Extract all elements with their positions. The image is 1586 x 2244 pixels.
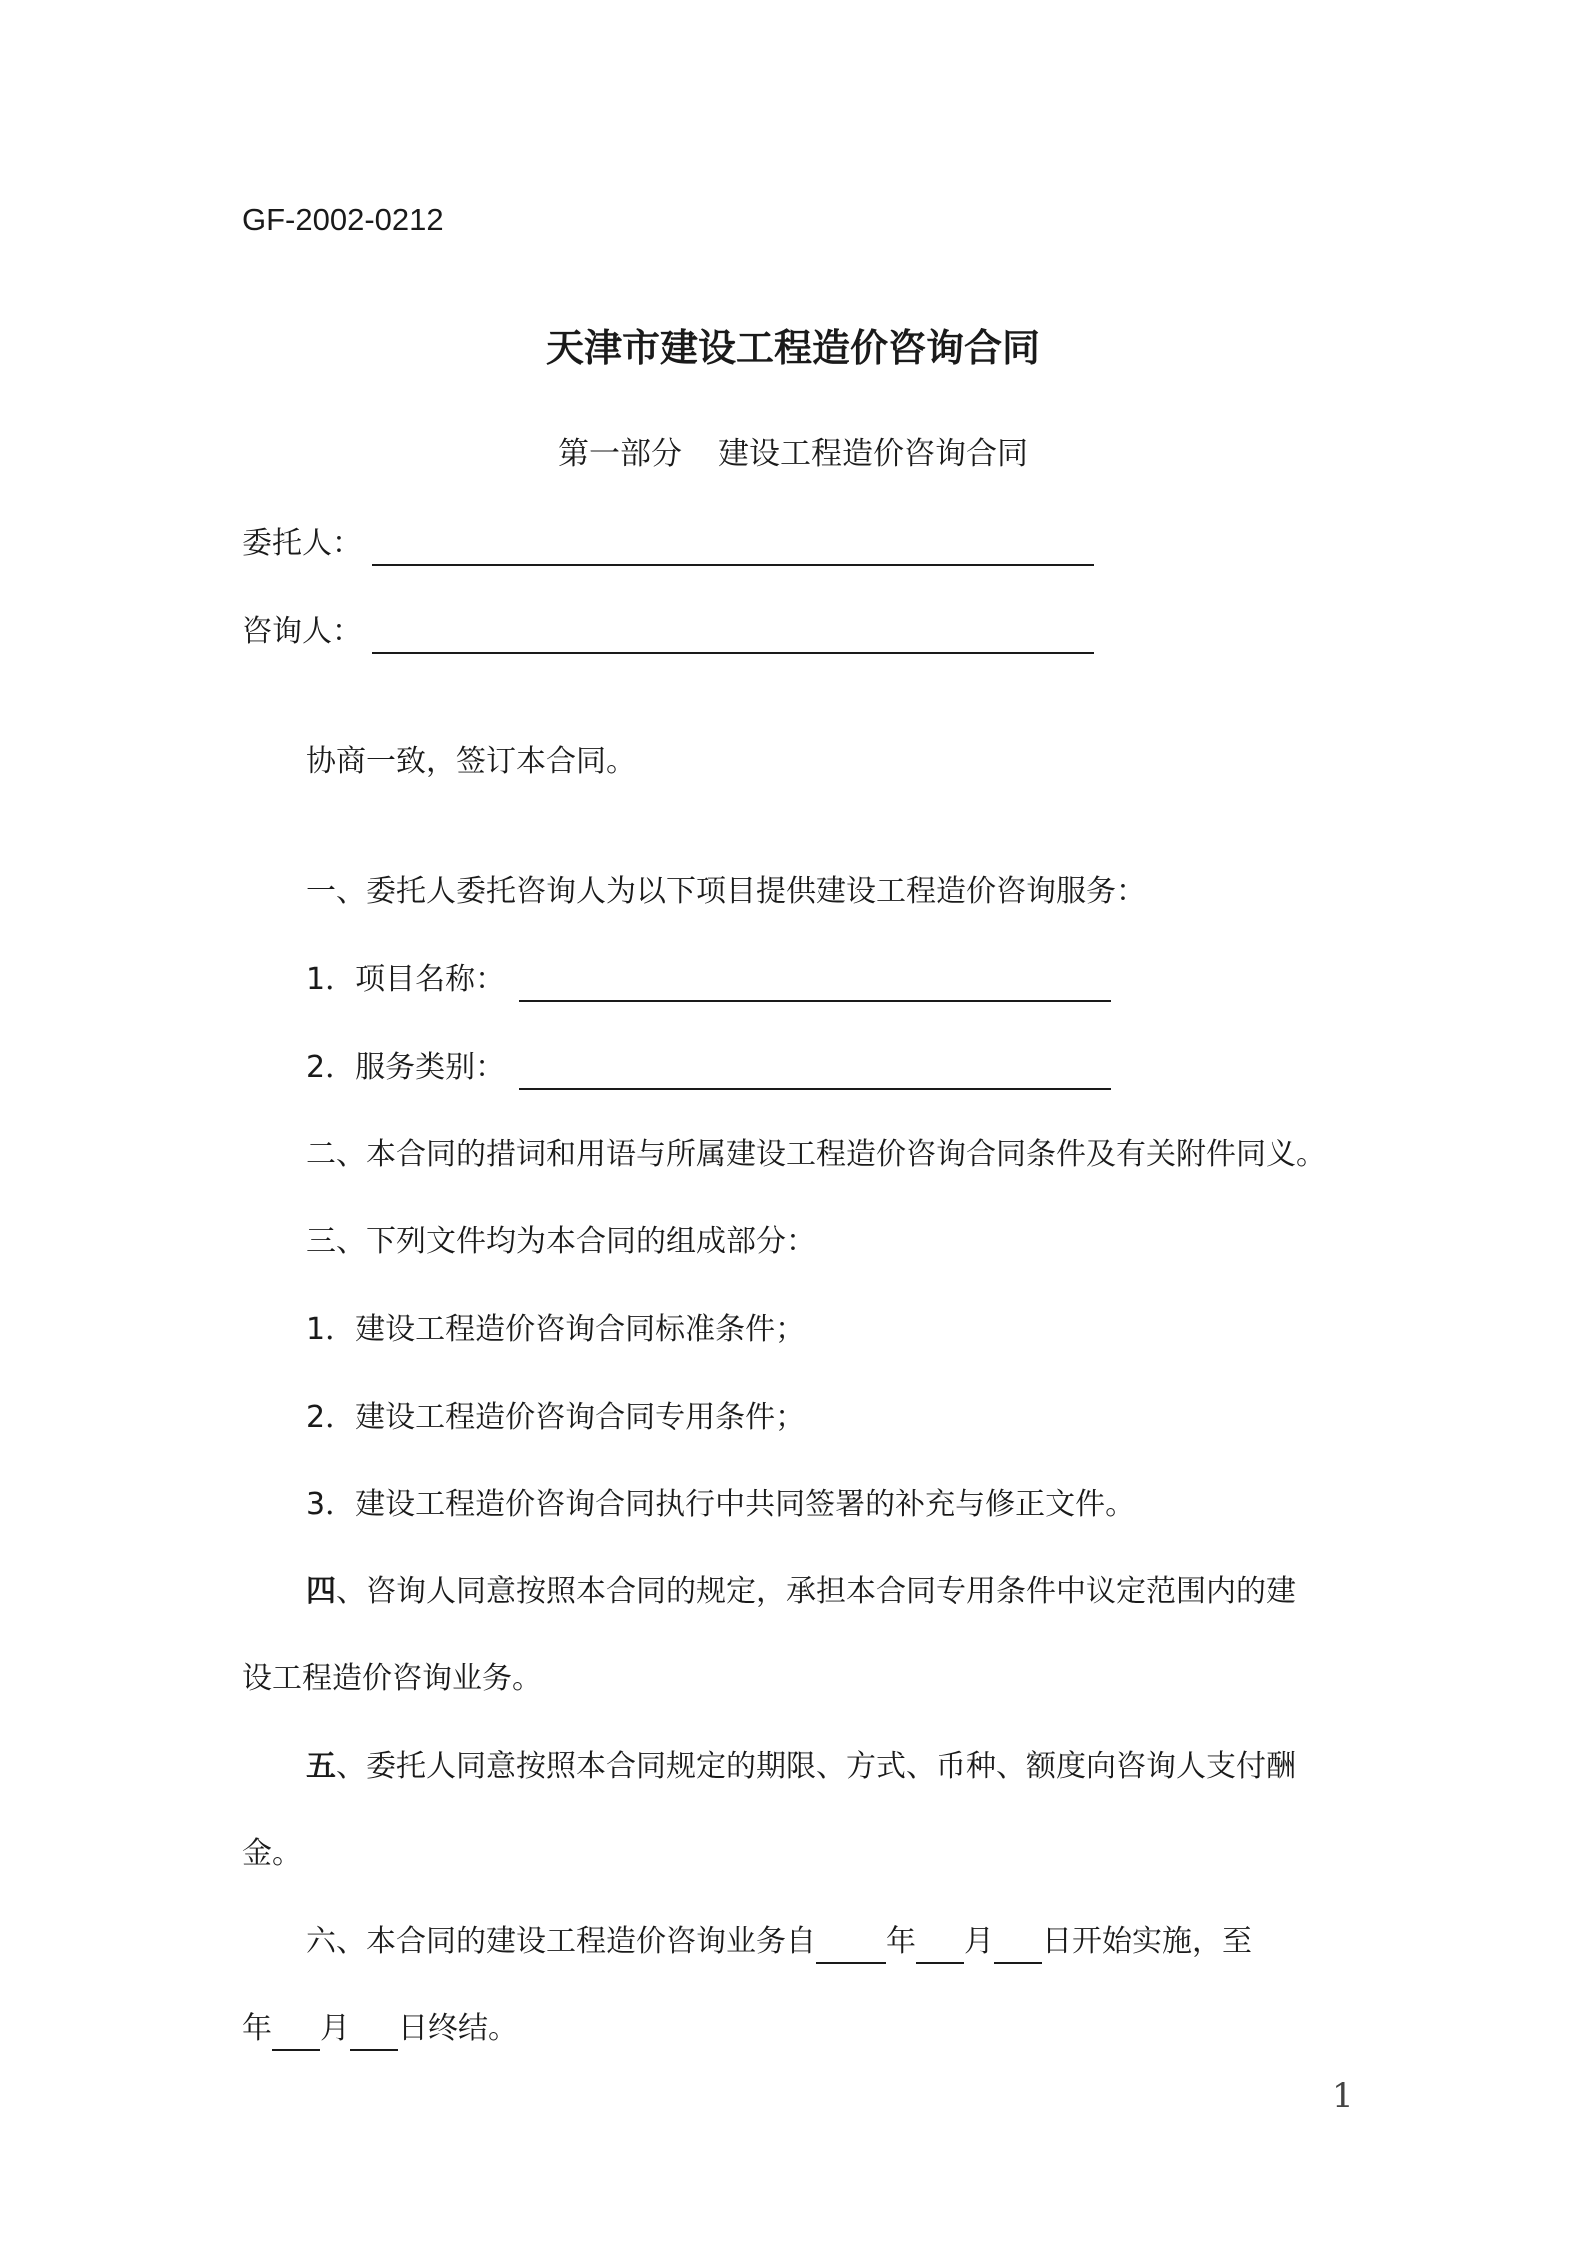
consultant-blank[interactable] xyxy=(372,616,1094,654)
client-label: 委托人： xyxy=(242,526,362,561)
clause5-line2: 金。 xyxy=(242,1836,302,1871)
clause6-prefix: 六、本合同的建设工程造价咨询业务自 xyxy=(306,1924,816,1959)
clause2-text: 二、本合同的措词和用语与所属建设工程造价咨询合同条件及有关附件同义。 xyxy=(306,1137,1326,1172)
page-title: 天津市建设工程造价咨询合同 xyxy=(545,326,1040,370)
project-name-label: 1．项目名称： xyxy=(306,962,506,997)
service-type-label: 2．服务类别： xyxy=(306,1050,506,1085)
intro-text: 协商一致，签订本合同。 xyxy=(306,744,636,779)
start-year-label: 年 xyxy=(886,1924,916,1959)
clause3-item: 3．建设工程造价咨询合同执行中共同签署的补充与修正文件。 xyxy=(306,1487,1136,1522)
client-line xyxy=(242,522,1094,566)
clause6-line2 xyxy=(242,2007,518,2051)
start-year-blank[interactable] xyxy=(816,1926,886,1964)
end-day-blank[interactable] xyxy=(350,2013,398,2051)
project-name-line xyxy=(306,958,1111,1002)
document-code: GF-2002-0212 xyxy=(242,202,444,237)
clause6-line1 xyxy=(306,1920,1252,1964)
clause3-heading: 三、下列文件均为本合同的组成部分： xyxy=(306,1224,816,1259)
clause5-text: 、委托人同意按照本合同规定的期限、方式、币种、额度向咨询人支付酬 xyxy=(336,1749,1296,1784)
clause3-item: 2．建设工程造价咨询合同专用条件； xyxy=(306,1400,806,1435)
clause3-item: 1．建设工程造价咨询合同标准条件； xyxy=(306,1312,806,1347)
service-type-line xyxy=(306,1046,1111,1090)
page-number: 1 xyxy=(1332,2076,1354,2116)
clause5-number: 五 xyxy=(306,1749,336,1784)
start-month-label: 月 xyxy=(964,1924,994,1959)
consultant-label: 咨询人： xyxy=(242,614,362,649)
project-name-blank[interactable] xyxy=(519,964,1111,1002)
client-blank[interactable] xyxy=(372,528,1094,566)
start-day-label: 日开始实施，至 xyxy=(1042,1924,1252,1959)
clause4-line2: 设工程造价咨询业务。 xyxy=(242,1661,542,1696)
consultant-line xyxy=(242,610,1094,654)
end-month-blank[interactable] xyxy=(272,2013,320,2051)
clause1-heading: 一、委托人委托咨询人为以下项目提供建设工程造价咨询服务： xyxy=(306,874,1146,909)
service-type-blank[interactable] xyxy=(519,1052,1111,1090)
end-year-label: 年 xyxy=(242,2011,272,2046)
start-month-blank[interactable] xyxy=(916,1926,964,1964)
clause4-text: 、咨询人同意按照本合同的规定，承担本合同专用条件中议定范围内的建 xyxy=(336,1574,1296,1609)
subtitle-part: 第一部分 xyxy=(558,436,682,472)
clause4-number: 四 xyxy=(306,1574,336,1609)
clause5-line1 xyxy=(306,1745,1296,1789)
end-month-label: 月 xyxy=(320,2011,350,2046)
clause4-line1 xyxy=(306,1570,1296,1614)
end-day-label: 日终结。 xyxy=(398,2011,518,2046)
subtitle xyxy=(0,432,1586,476)
start-day-blank[interactable] xyxy=(994,1926,1042,1964)
subtitle-name: 建设工程造价咨询合同 xyxy=(718,436,1028,472)
